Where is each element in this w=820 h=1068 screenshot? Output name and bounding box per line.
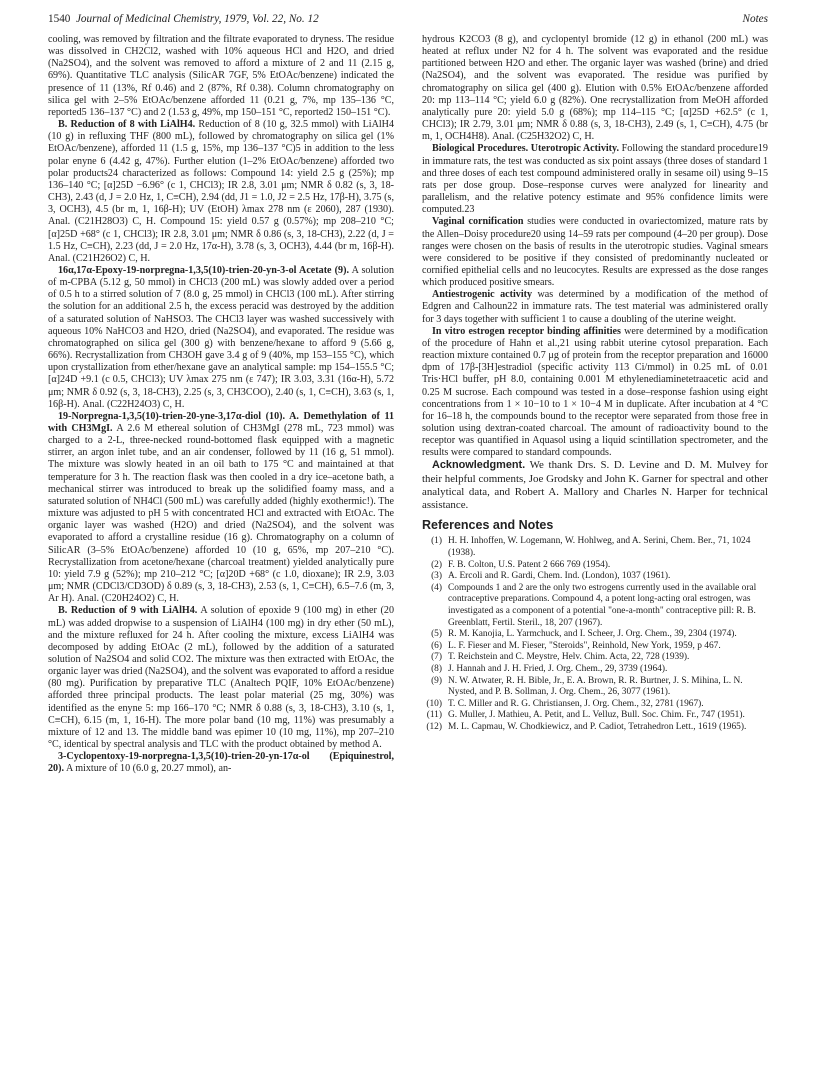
reference-text: R. M. Kanojia, L. Yarmchuck, and I. Scheer, J. Org. Chem., 39, 2304 (1974).: [448, 629, 737, 640]
left-column-paragraph-heading: B. Reduction of 9 with LiAlH4.: [58, 605, 198, 617]
left-column-paragraph: cooling, was removed by filtration and the filtrate evaporated to dryness. The residue was dissolved in CH2Cl2, washed with 10% aqueous HCl and H2O, and dried (Na2SO4), and the solvent was removed to afford a mixture of 2 and 11 (2.15 g, 69%). Quantitative TLC analysis (SilicAR 7GF, 5% EtOAc/benzene) indicated the presence of 11 (13%, Rf 0.46) and 2 (87%, Rf 0.38). Column chromatography on silica gel with 2–5% EtOAc/benzene afforded 11 (0.21 g, 7%, mp 135–136 °C, reported5 136–137 °C) and 2 (1.53 g, 49%, mp 150–151 °C, reported2 150–151 °C).: [48, 34, 394, 118]
reference-item: [422, 676, 768, 699]
reference-item: [422, 722, 768, 734]
right-column-paragraph: hydrous K2CO3 (8 g), and cyclopentyl bromide (12 g) in ethanol (200 mL) was heated at reflux under N2 for 4 h. The solvent was evaporated and the residue partitioned between H2O and ether. The organic layer was washed (brine) and dried (Na2SO4), and the solvent was evaporated. The residue was purified by chromatography on silica gel (400 g). Elution with 0.5% EtOAc/benzene afforded 20: mp 113–114 °C; yield 6.0 g (82%). One recrystallization from MeOH afforded analytically pure 20: yield 5.0 g (68%); mp 114–115 °C; [α]25D +62.5° (c 1, CHCl3); IR 2.79, 3.01 μm; NMR δ 0.88 (s, 3, 18-CH3), 2.49 (s, 1, C≡CH), 4.75 (br m, 1, OCH4H8). Anal. (C25H32O2) C, H.: [422, 34, 768, 143]
right-column-paragraph-heading: Antiestrogenic activity: [432, 289, 533, 301]
left-column-paragraph-heading: 3-Cyclopentoxy-19-norpregna-1,3,5(10)-trien-20-yn-17α-ol (Epiquinestrol, 20).: [48, 751, 394, 775]
reference-number: (2): [431, 559, 442, 570]
right-column-paragraphs: [422, 34, 768, 459]
reference-number: (4): [431, 582, 442, 593]
left-column-paragraph-heading: 19-Norpregna-1,3,5(10)-trien-20-yne-3,17α-diol (10). A. Demethylation of 11 with CH3MgI.: [48, 410, 394, 434]
left-column-paragraph: 19-Norpregna-1,3,5(10)-trien-20-yne-3,17α-diol (10). A. Demethylation of 11 with CH3MgI. A 2.6 M ethereal solution of CH3MgI (278 mL, 723 mmol) was charged to a 2-L, three-necked round-bottomed flask equipped with a magnetic stirrer, an argon inlet tube, and an air condenser, followed by 11 (16 g, 51 mmol). The mixture was slowly heated in an oil bath to 175 °C and maintained at that temperature for 3 h. The reaction flask was then cooled in a dry ice–acetone bath, a mechanical stirrer was introduced to break up the solidified foamy mass, and a saturated solution of NH4Cl (500 mL) was carefully added (highly exothermic!). The mixture was adjusted to pH 5 with concentrated HCl and extracted with EtOAc. The organic layer was washed (H2O) and dried (Na2SO4), and the solvent was evaporated to afford a crystalline residue (16 g). Chromatography on a column of SilicAR (3–5% EtOAc/benzene) afforded 10 (10 g, 65%, mp 207–210 °C). Recrystallization from acetone/hexane (charcoal treatment) yielded analytically pure 10: yield 7.9 g (52%); mp 210–212 °C; [α]20D +68° (c 1.0, dioxane); IR 2.9, 3.03 μm; NMR (CDCl3/CD3OD) δ 0.89 (s, 3, 18-CH3), 2.53 (s, 1, C≡CH), 6.5–7.6 (m, 3, Ar H). Anal. (C20H24O2) C, H.: [48, 410, 394, 605]
left-column-paragraph-heading: 16α,17α-Epoxy-19-norpregna-1,3,5(10)-trien-20-yn-3-ol Acetate (9).: [58, 264, 349, 276]
reference-item: [422, 536, 768, 559]
right-column-paragraph: In vitro estrogen receptor binding affinities were determined by a modification of the procedure of Hahn et al.,21 using rabbit uterine cytosol preparation. Each reaction mixture contained 0.7 μg of protein from the receptor preparation and 16000 dpm of 17β-[3H]estradiol (specific activity 113 Ci/mmol) in 0.25 mL of 0.01 Tris·HCl buffer, pH 8.0, containing 0.001 M ethylenediaminetetraacetic acid and 0.25 M sucrose. Each compound was tested in a dose–response fashion using eight concentrations from 1 × 10−10 to 1 × 10−4 M in duplicate. After incubation at 4 °C for 16–18 h, the compounds bound to the receptor were separated from those free in solution using dextran-coated charcoal. The amount of radioactivity bound to the receptor was quantified in Aquasol using a liquid scintillation spectrometer, and the results were compared to standard compounds.: [422, 325, 768, 459]
reference-number: (8): [431, 663, 442, 674]
left-column-paragraph: 3-Cyclopentoxy-19-norpregna-1,3,5(10)-trien-20-yn-17α-ol (Epiquinestrol, 20). A mixture of 10 (6.0 g, 20.27 mmol), an-: [48, 751, 394, 775]
references-heading: References and Notes: [422, 518, 554, 533]
acknowledgment-text: We thank Drs. S. D. Levine and D. M. Mulvey for their helpful comments, Joe Grodsky and John K. Garner for spectral and other analytical data, and Robert A. Mallory and Charles N. Harper for technical assistance.: [422, 459, 768, 512]
reference-text: N. W. Atwater, R. H. Bible, Jr., E. A. Brown, R. R. Burtner, J. S. Mihina, L. N. Nysted, and P. B. Sollman, J. Org. Chem., 26, 3077 (1961).: [448, 675, 743, 698]
page-number: 1540: [48, 13, 71, 25]
reference-item: [422, 664, 768, 676]
right-column-paragraph: Vaginal cornification studies were conducted in ovariectomized, mature rats by the Allen–Doisy procedure20 using 14–59 rats per compound (4–20 per group). Dose ranges were chosen on the basis of results in the uterotropic studies. Vaginal smears were considered to be positive if they consisted of predominantly nucleated or cornified epithelial cells and no leucocytes. Results are expressed as the dose ranges which produced positive smears.: [422, 216, 768, 289]
right-column-paragraph: Biological Procedures. Uterotropic Activity. Following the standard procedure19 in immature rats, the test was conducted as six point assays (three doses of standard 1 and three doses of each test compound administered orally in sesame oil) using 9–15 rats per dose group. Dose–response curves were analyzed for linearity and parallelism, and the relative potency estimate and 95% confidence limits were computed.23: [422, 143, 768, 216]
acknowledgment: [422, 459, 768, 512]
reference-text: A. Ercoli and R. Gardi, Chem. Ind. (London), 1037 (1961).: [448, 571, 671, 582]
two-column-body: [48, 34, 768, 776]
reference-text: T. Reichstein and C. Meystre, Helv. Chim. Acta, 22, 728 (1939).: [448, 652, 690, 663]
reference-item: [422, 652, 768, 664]
right-column-paragraph-heading: Biological Procedures. Uterotropic Activity.: [432, 143, 620, 155]
right-column-paragraph-heading: Vaginal cornification: [432, 216, 524, 228]
reference-text: G. Muller, J. Mathieu, A. Petit, and L. Velluz, Bull. Soc. Chim. Fr., 747 (1951).: [448, 710, 745, 721]
journal-citation: Journal of Medicinal Chemistry, 1979, Vol. 22, No. 12: [75, 13, 319, 25]
reference-number: (9): [431, 675, 442, 686]
reference-number: (12): [426, 721, 442, 732]
reference-number: (3): [431, 571, 442, 582]
right-column: [422, 34, 768, 776]
reference-number: (7): [431, 652, 442, 663]
reference-number: (11): [426, 710, 442, 721]
left-column: [48, 34, 394, 776]
reference-item: [422, 560, 768, 572]
left-column-paragraph: B. Reduction of 8 with LiAlH4. Reduction of 8 (10 g, 32.5 mmol) with LiAlH4 (10 g) in refluxing THF (800 mL), followed by chromatography on silica gel (1% EtOAc/benzene), afforded 11 (1.5 g, 15%, mp 136–137 °C)5 in addition to the less polar enyne 6 (4.42 g, 47%). Further elution (1–2% EtOAc/benzene) afforded two polar products24 characterized as follows: Compound 14: yield 2.5 g (25%); mp 136–140 °C; [α]25D −6.96° (c 1, CHCl3); IR 2.8, 3.01 μm; NMR δ 0.82 (s, 3, 18-CH3), 2.43 (d, J = 2.0 Hz, 1, C≡CH), 2.94 (dd, J1 = 1.0, J2 = 2.5 Hz, 17β-H), 3.75 (s, 3, OCH3), 4.5 (br m, 1, 16β-H); UV (EtOH) λmax 278 nm (ε 2060), 287 (1930). Anal. (C21H28O3) C, H. Compound 15: yield 0.57 g (0.57%); mp 208–210 °C; [α]25D +68° (c 1, CHCl3); IR 2.8, 3.01 μm; NMR δ 0.86 (s, 3, 18-CH3), 2.22 (d, J = 1.5 Hz, C≡CH), 2.23 (dd, J = 2.0 Hz, 17α-H), 3.78 (s, 3, OCH3), 4.44 (br m, 16β-H). Anal. (C21H26O2) C, H.: [48, 119, 394, 264]
reference-list: [422, 536, 768, 733]
right-column-paragraph: Antiestrogenic activity was determined by a modification of the method of Edgren and Calhoun22 in immature rats. The test material was administered orally for 3 days together with sufficient 1 to cause a doubling of the uterine weight.: [422, 289, 768, 325]
reference-item: [422, 699, 768, 711]
reference-text: H. H. Inhoffen, W. Logemann, W. Hohlweg, and A. Serini, Chem. Ber., 71, 1024 (1938).: [448, 536, 751, 559]
reference-number: (1): [431, 536, 442, 547]
header-left: [48, 12, 319, 26]
running-header: [48, 12, 768, 28]
reference-text: J. Hannah and J. H. Fried, J. Org. Chem., 29, 3739 (1964).: [448, 663, 668, 674]
reference-number: (6): [431, 640, 442, 651]
reference-text: M. L. Capmau, W. Chodkiewicz, and P. Cadiot, Tetrahedron Lett., 1619 (1965).: [448, 721, 747, 732]
reference-text: L. F. Fieser and M. Fieser, "Steroids", Reinhold, New York, 1959, p 467.: [448, 640, 721, 651]
left-column-paragraph: 16α,17α-Epoxy-19-norpregna-1,3,5(10)-trien-20-yn-3-ol Acetate (9). A solution of m-CPBA (5.12 g, 50 mmol) in CHCl3 (200 mL) was slowly added over a period of 0.5 h to a stirred solution of 7 (8.0 g, 25 mmol) in CHCl3 (100 mL). After stirring the solution for an additional 2.5 h, the excess peracid was destroyed by the addition of a saturated solution of NaHSO3. The CHCl3 layer was washed successively with aqueous 10% NaHCO3 and H2O, dried (Na2SO4), and evaporated. The residue was chromatographed on silica gel (300 g) with benzene/hexane to afford 9 (5.66 g, 66%). Recrystallization from CH3OH gave 3.4 g of 9 (40%, mp 153–155 °C), which upon crystallization from ether/hexane gave an analytical sample: mp 154–155.5 °C; [α]24D +9.1 (c 0.5, CHCl3); UV λmax 275 nm (ε 747); IR 3.03, 3.31 (16α-H), 5.72 μm; NMR δ 0.92 (s, 3, 18-CH3), 2.25 (s, 3, CH3COO), 2.40 (s, 1, C≡CH), 3.63 (s, 1, 16β-H). Anal. (C22H24O3) C, H.: [48, 264, 394, 410]
reference-text: Compounds 1 and 2 are the only two estrogens currently used in the available oral contraceptive preparations. Compound 4, a potent long-acting oral estrogen, was investigated as a component of a potential "one-a-month" contraceptive pill: R. B. Greenblatt, Fertil. Steril., 18, 207 (1967).: [448, 582, 757, 628]
reference-number: (10): [426, 698, 442, 709]
left-column-paragraph: B. Reduction of 9 with LiAlH4. A solution of epoxide 9 (100 mg) in ether (20 mL) was added dropwise to a suspension of LiAlH4 (100 mg) in dry ether (50 mL), and the mixture refluxed for 24 h. After cooling the mixture, excess LiAlH4 was decomposed by adding EtOAc (2 mL), followed by the addition of a saturated solution of Na2SO4 and solid CO2. The mixture was then extracted with EtOAc, the organic layer was dried (Na2SO4), and the solvent was evaporated to afford a residue (80 mg). Purification by preparative TLC (Analtech PQIF, 10% EtOAc/benzene) afforded three principal products. The least polar material (25 mg, 30%) was identified as the enyne 5: mp 166–170 °C; NMR δ 0.88 (s, 3, 18-CH3), 3.10 (s, 1, C≡CH), 6.15 (m, 1, 16-H). The more polar band (10 mg, 11%) was presumably a mixture of 12 and 13. The middle band was epimer 10 (10 mg, 11%), mp 207–210 °C, identical by spectral analysis and TLC with the product obtained by method A.: [48, 605, 394, 751]
reference-number: (5): [431, 629, 442, 640]
reference-item: [422, 641, 768, 653]
right-column-paragraph-heading: In vitro estrogen receptor binding affinities: [432, 325, 621, 337]
left-column-paragraph-heading: B. Reduction of 8 with LiAlH4.: [58, 119, 196, 131]
reference-text: F. B. Colton, U.S. Patent 2 666 769 (1954).: [448, 559, 611, 570]
section-name: Notes: [742, 13, 768, 25]
reference-text: T. C. Miller and R. G. Christiansen, J. Org. Chem., 32, 2781 (1967).: [448, 698, 704, 709]
reference-item: [422, 571, 768, 583]
acknowledgment-heading: Acknowledgment.: [432, 459, 526, 472]
reference-item: [422, 629, 768, 641]
reference-item: [422, 583, 768, 629]
reference-item: [422, 710, 768, 722]
